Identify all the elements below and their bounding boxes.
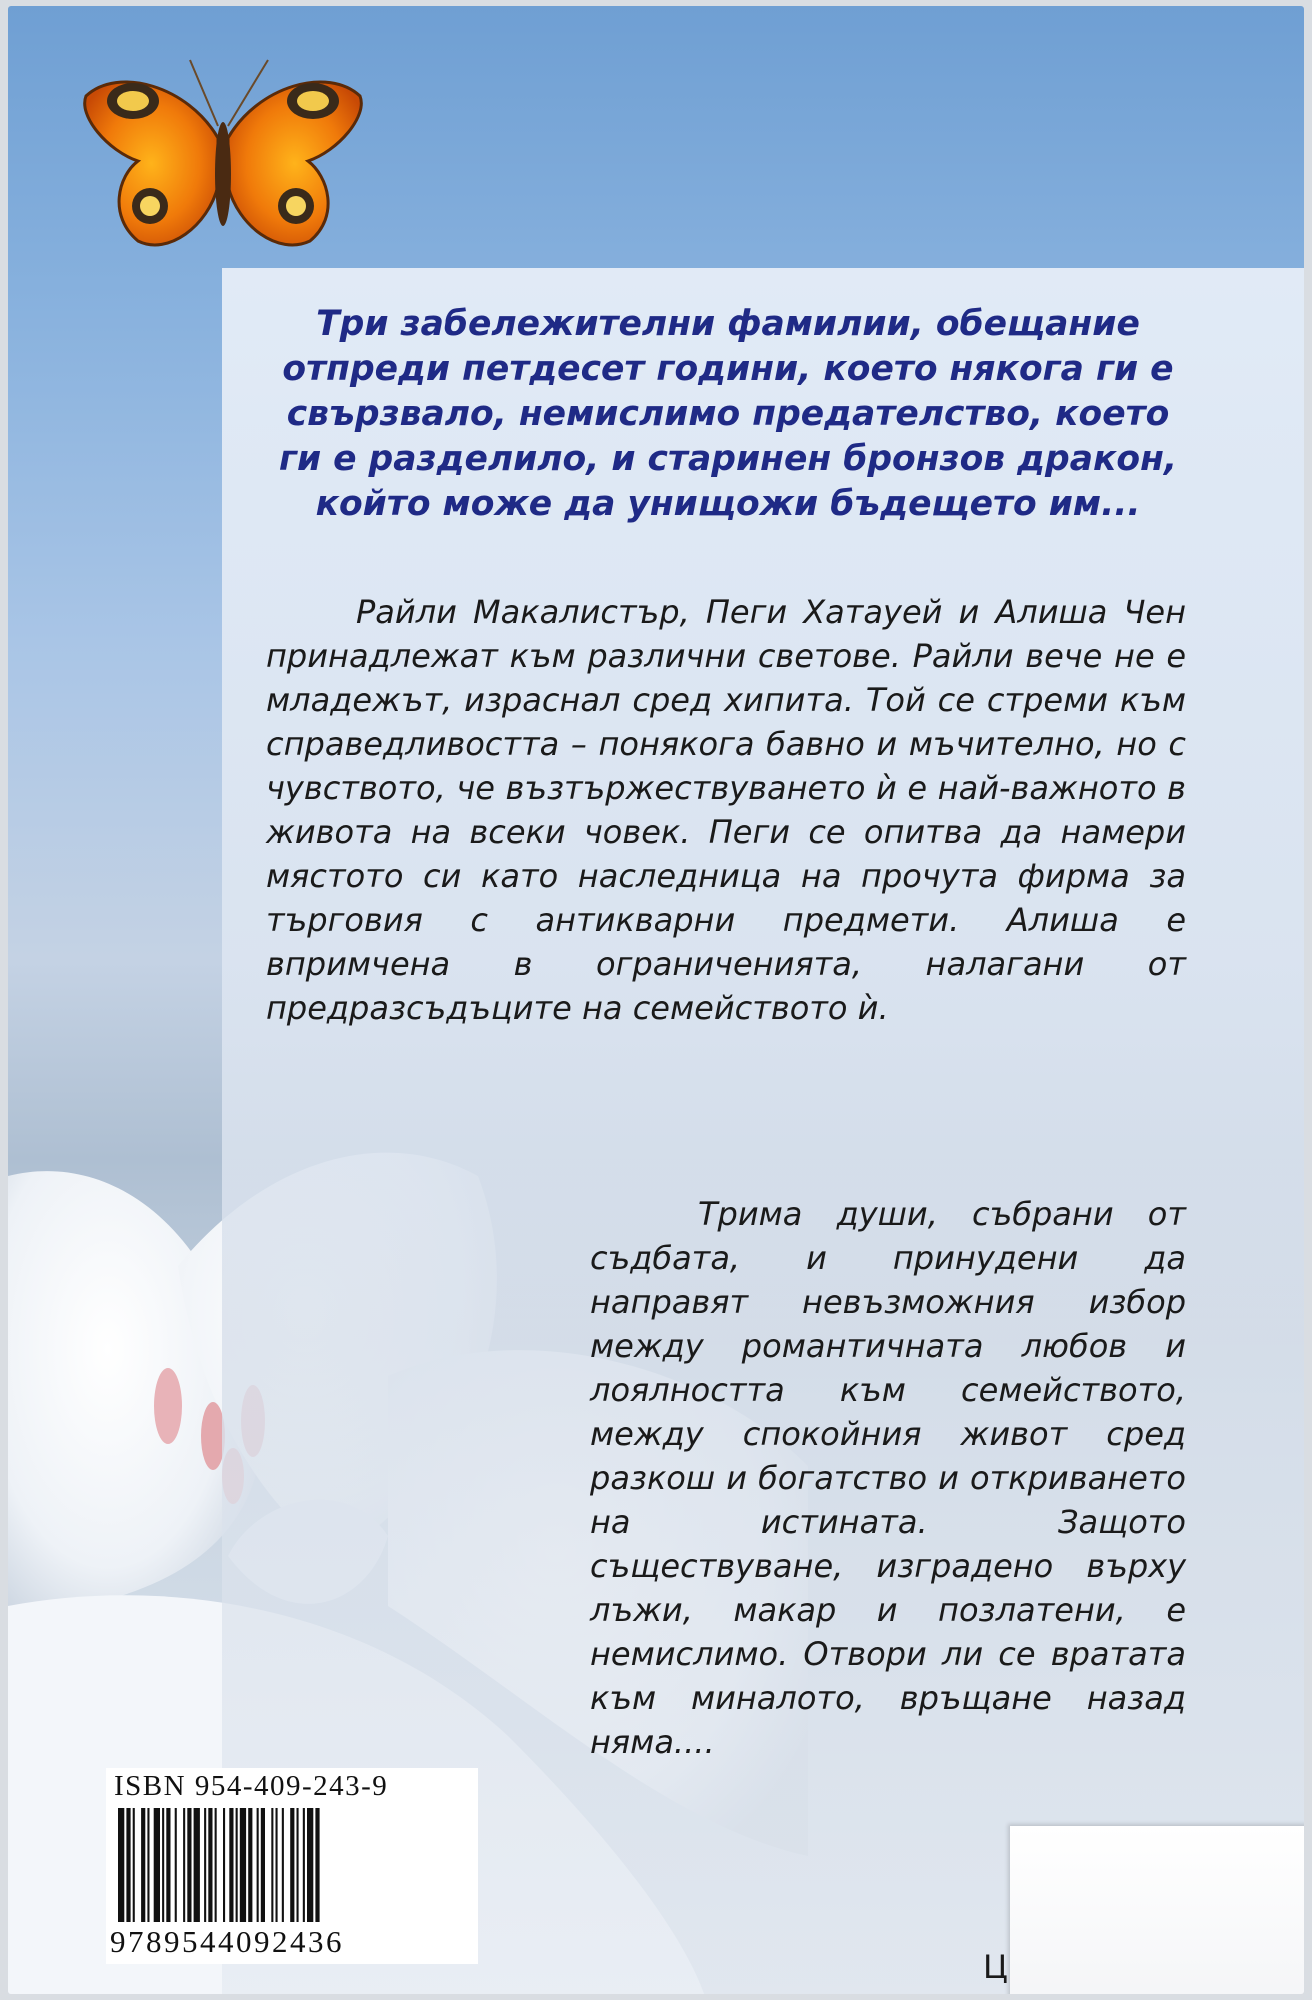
corner-letter: Ц (983, 1948, 1008, 1986)
price-sticker (1010, 1826, 1304, 1994)
description-paragraph-2: Трима души, събрани от съдбата, и принудени да направят невъзможния избор между романтичната любов и лоялността към семейството, между спокойния живот сред разкош и богатство и откриването на истината. Защото съществуване, изградено върху лъжи, макар и позлатени, е немислимо. Отвори ли се вратата към миналото, връщане назад няма.... (590, 1195, 1186, 1761)
blurb-text: Три забележителни фамилии, обещание отпреди петдесет години, което някога ги е свързвало, немислимо предателство, което ги е разделило, и старинен бронзов дракон, който може да унищожи бъдещето им... (278, 304, 1178, 524)
butterfly-icon (78, 56, 368, 266)
isbn-barcode-box (106, 1768, 478, 1964)
book-back-cover (8, 6, 1304, 1994)
isbn-label: ISBN 954-409-243-9 (114, 1770, 389, 1802)
barcode-number: 9789544092436 (110, 1924, 344, 1959)
description-paragraph-1: Райли Макалистър, Пеги Хатауей и Алиша Чен принадлежат към различни светове. Райли вече не е младежът, израснал сред хипита. Той се стреми към справедливостта – понякога бавно и мъчително, но с чувството, че възтържествуването ѝ е най-важното в живота на всеки човек. Пеги се опитва да намери мястото си като наследница на прочута фирма за търговия с антикварни предмети. Алиша е впримчена в ограниченията, налагани от предразсъдъците на семейството ѝ. (266, 593, 1186, 1027)
barcode-icon (114, 1808, 470, 1922)
